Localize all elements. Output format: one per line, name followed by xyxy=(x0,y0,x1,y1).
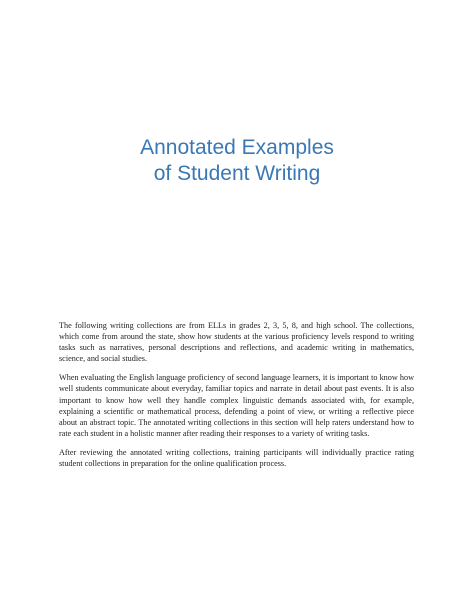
paragraph-2: When evaluating the English language proficiency of second language learners, it is important to know how well students communicate about everyday, familiar topics and narrate in detail about past events. It is also important to know how well they handle complex linguistic demands associated with, for example, explaining a scientific or mathematical process, defending a point of view, or writing a reflective piece about an abstract topic. The annotated writing collections in this section will help raters understand how to rate each student in a holistic manner after reading their responses to a variety of writing tasks. xyxy=(59,373,414,438)
title-line-1: Annotated Examples xyxy=(140,136,334,159)
body-text xyxy=(59,320,414,477)
paragraph-3: After reviewing the annotated writing collections, training participants will individually practice rating student collections in preparation for the online qualification process. xyxy=(59,447,414,469)
paragraph-1: The following writing collections are from ELLs in grades 2, 3, 5, 8, and high school. The collections, which come from around the state, show how students at the various proficiency levels respond to writing tasks such as narratives, personal descriptions and reflections, and academic writing in mathematics, science, and social studies. xyxy=(59,321,414,364)
title-line-2: of Student Writing xyxy=(153,162,321,185)
page-title xyxy=(0,135,474,187)
